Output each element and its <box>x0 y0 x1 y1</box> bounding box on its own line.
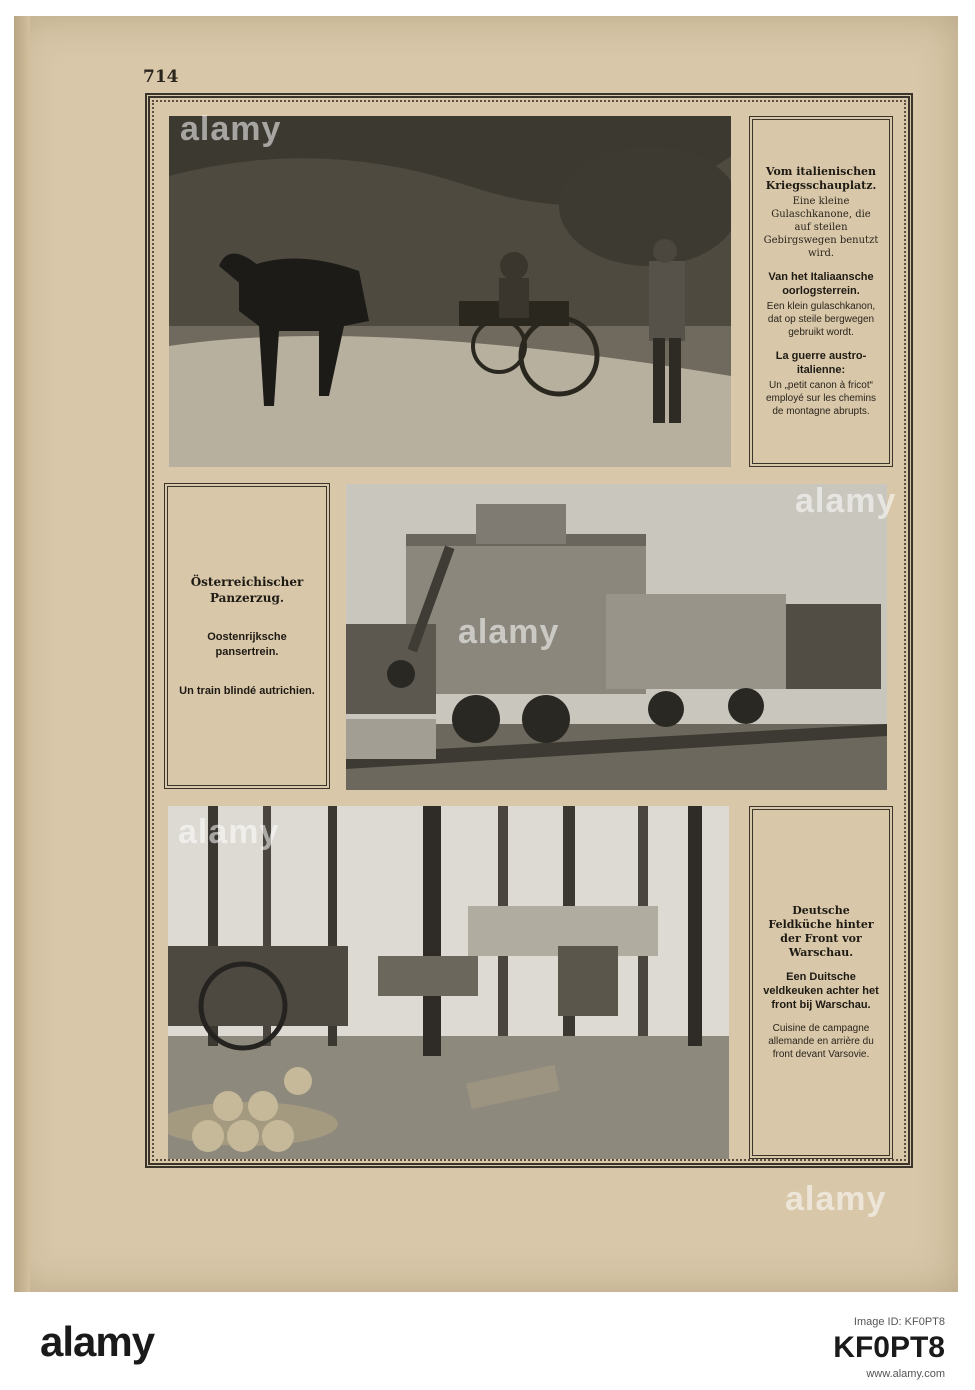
watermark-3: alamy <box>178 813 280 851</box>
watermark-5: alamy <box>785 1180 887 1218</box>
caption-box-armoured-train <box>164 483 330 789</box>
watermark-2: alamy <box>458 613 560 651</box>
photo-field-kitchen <box>168 806 729 1159</box>
photo-armoured-train-image <box>346 484 887 790</box>
caption-box-italian-front <box>749 116 893 467</box>
caption-box-field-kitchen <box>749 806 893 1159</box>
footer-site: www.alamy.com <box>866 1368 945 1380</box>
footer-image-id-label: Image ID: KF0PT8 <box>853 1316 945 1328</box>
watermark-4: alamy <box>795 482 897 520</box>
page-number: 714 <box>143 67 179 87</box>
caption-de-text: Eine kleine Gulaschkanone, die auf steilen Gebirgswegen benutzt wird. <box>763 196 879 259</box>
photo-field-kitchen-image <box>168 806 729 1159</box>
binding-edge <box>14 16 30 1292</box>
caption-nl-title: Oostenrijksche pansertrein. <box>207 630 287 658</box>
caption-de-title: Österreichischer Panzerzug. <box>190 574 304 605</box>
photo-horse-cart-image <box>169 116 731 467</box>
caption-fr-title: Un train blindé autrichien. <box>179 684 315 697</box>
watermark-1: alamy <box>180 110 282 148</box>
footer-image-id <box>833 1313 945 1383</box>
caption-nl-text: Een Duitsche veldkeuken achter het front bij Warschau. <box>763 971 879 1011</box>
photo-horse-cart <box>169 116 731 467</box>
photo-armoured-train <box>346 484 887 790</box>
footer-image-code: KF0PT8 <box>833 1331 945 1364</box>
caption-nl-title: Van het Italiaansche oorlogsterrein. <box>768 271 874 297</box>
caption-de-title: Vom italienischen Kriegsschauplatz. <box>765 165 877 192</box>
caption-fr-text: Cuisine de campagne allemande en arrière du front devant Varsovie. <box>768 1023 874 1060</box>
caption-fr-text: Un „petit canon à fricot“ employé sur les chemins de montagne abrupts. <box>765 380 877 417</box>
caption-fr-title: La guerre austro-italienne: <box>775 350 867 376</box>
caption-nl-text: Een klein gulaschkanon, dat op steile bergwegen gebruikt wordt. <box>766 301 876 338</box>
caption-de-title: Deutsche Feldküche hinter der Front vor Warschau. <box>768 904 874 959</box>
footer-logo: alamy <box>40 1318 155 1365</box>
